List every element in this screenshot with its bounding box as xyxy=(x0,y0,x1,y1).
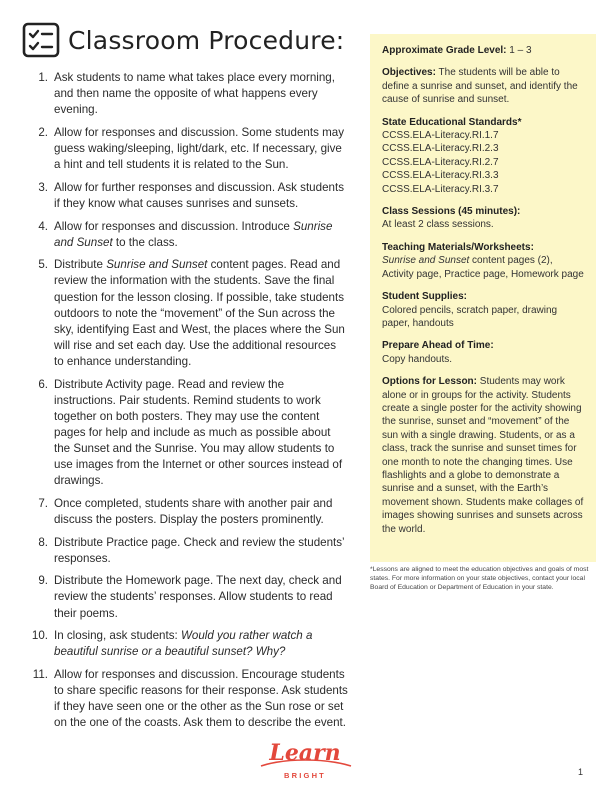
step-text: Distribute Activity page. Read and review the instructions. Pair students. Remind students to work together on both posters. They may use the content pages for help and include as much as possible about the Sunset and the Sunrise. You may allow students to use images from the Internet or other sources instead of drawings. xyxy=(54,377,343,488)
procedure-step xyxy=(18,535,348,567)
objectives-section xyxy=(382,66,584,106)
procedure-step xyxy=(18,219,348,251)
student-supplies-value: Colored pencils, scratch paper, drawing paper, handouts xyxy=(382,304,558,329)
checklist-icon xyxy=(22,22,60,58)
logo-subtitle: BRIGHT xyxy=(284,771,326,780)
standard-item: CCSS.ELA-Literacy.RI.2.3 xyxy=(382,143,499,155)
procedure-step xyxy=(18,180,348,212)
step-number: 8. xyxy=(38,535,48,549)
step-number: 2. xyxy=(38,125,48,139)
step-number: 6. xyxy=(38,377,48,391)
teaching-materials-label: Teaching Materials/Worksheets: xyxy=(382,241,534,253)
step-number: 10. xyxy=(31,629,48,643)
teaching-materials-section xyxy=(382,241,584,281)
class-sessions-value: At least 2 class sessions. xyxy=(382,219,494,231)
grade-level-value: 1 – 3 xyxy=(506,45,532,56)
procedure-step xyxy=(18,70,348,118)
student-supplies-label: Student Supplies: xyxy=(382,291,467,303)
standards-label: State Educational Standards* xyxy=(382,116,522,128)
objectives-value: The students will be able to define a sunrise and sunset, and identify the cause of sunrise and sunset. xyxy=(382,67,578,106)
class-sessions-section xyxy=(382,205,584,232)
standard-item: CCSS.ELA-Literacy.RI.2.7 xyxy=(382,156,499,168)
step-number: 4. xyxy=(38,219,48,233)
grade-level-section xyxy=(382,44,584,57)
standard-item: CCSS.ELA-Literacy.RI.3.7 xyxy=(382,183,499,195)
prepare-ahead-section xyxy=(382,339,584,366)
step-text: Ask students to name what takes place every morning, and then name the opposite of what happens every evening. xyxy=(54,71,335,117)
lesson-options-value: Students may work alone or in groups for the activity. Students create a single poster for the activity showing the sunrise, sunset and “movement” of the sun with a single drawing. Students, or as a class, track the sunrise and sunset times for one month to note the changing times. Use flashlights and a globe to demonstrate a sunrise and a sunset, with the Earth’s movement shown. Students make collages of images showing sunrises and sunsets across the world. xyxy=(382,376,584,535)
teaching-materials-value: Sunrise and Sunset content pages (2), Activity page, Practice page, Homework page xyxy=(382,255,584,280)
step-text: Allow for responses and discussion. Introduce Sunrise and Sunset to the class. xyxy=(54,219,333,249)
learn-bright-logo xyxy=(255,736,355,784)
lesson-options-label: Options for Lesson: xyxy=(382,376,477,388)
logo-word: Learn xyxy=(269,740,341,766)
step-number: 7. xyxy=(38,496,48,510)
step-number: 1. xyxy=(38,71,48,84)
step-text: Distribute Sunrise and Sunset content pages. Read and review the information with the students. Save the final question for the lesson closing. If possible, take students outdoors to note the “movement” of the Sun across the sky, identifying East and West, the places where the Sun will rise and set each day. Use the additional resources to enhance understanding. xyxy=(54,258,345,368)
page-number: 1 xyxy=(578,767,584,777)
step-text: Allow for further responses and discussion. Ask students if they know what causes sunrises and sunsets. xyxy=(54,180,344,210)
procedure-step xyxy=(18,573,348,621)
step-number: 3. xyxy=(38,180,48,194)
page-title: Classroom Procedure: xyxy=(68,25,345,55)
class-sessions-label: Class Sessions (45 minutes): xyxy=(382,206,521,218)
lesson-info-sidebar xyxy=(370,34,596,562)
procedure-step xyxy=(18,257,348,370)
step-text: In closing, ask students: Would you rather watch a beautiful sunrise or a beautiful sunset? Why? xyxy=(54,629,313,659)
standard-item: CCSS.ELA-Literacy.RI.3.3 xyxy=(382,170,499,182)
student-supplies-section xyxy=(382,290,584,330)
page-header xyxy=(22,22,344,58)
grade-level-label: Approximate Grade Level: xyxy=(382,45,507,56)
step-number: 9. xyxy=(38,574,48,588)
procedure-step xyxy=(18,496,348,528)
procedure-step xyxy=(18,377,348,490)
step-number: 5. xyxy=(38,258,48,272)
standards-footnote: *Lessons are aligned to meet the education objectives and goals of most states. For more information on your state objectives, contact your local Board of Education or Department of Education in your state. xyxy=(370,566,589,592)
prepare-ahead-label: Prepare Ahead of Time: xyxy=(382,340,494,352)
standard-item: CCSS.ELA-Literacy.RI.1.7 xyxy=(382,130,499,142)
step-text: Allow for responses and discussion. Encourage students to share specific reasons for their response. Ask students if they have seen one or the other as the Sun rose or set on the one of the coasts. Ask them to describe the event. xyxy=(54,668,348,730)
step-text: Allow for responses and discussion. Some students may guess waking/sleeping, light/dark, etc. If necessary, give a hint and tell students it is related to the Sun. xyxy=(54,125,344,172)
step-text: Distribute Practice page. Check and review the students’ responses. xyxy=(54,535,345,565)
prepare-ahead-value: Copy handouts. xyxy=(382,353,453,365)
procedure-steps xyxy=(18,70,348,738)
procedure-step xyxy=(18,667,348,731)
step-text: Distribute the Homework page. The next day, check and review the students’ responses. Allow students to read their poems. xyxy=(54,574,342,620)
step-text: Once completed, students share with another pair and discuss the posters. Display the posters prominently. xyxy=(54,496,333,526)
lesson-options-section xyxy=(382,375,584,536)
step-number: 11. xyxy=(32,668,48,682)
procedure-step xyxy=(18,628,348,660)
standards-section xyxy=(382,116,584,196)
objectives-label: Objectives: xyxy=(382,67,436,79)
procedure-step xyxy=(18,125,348,173)
